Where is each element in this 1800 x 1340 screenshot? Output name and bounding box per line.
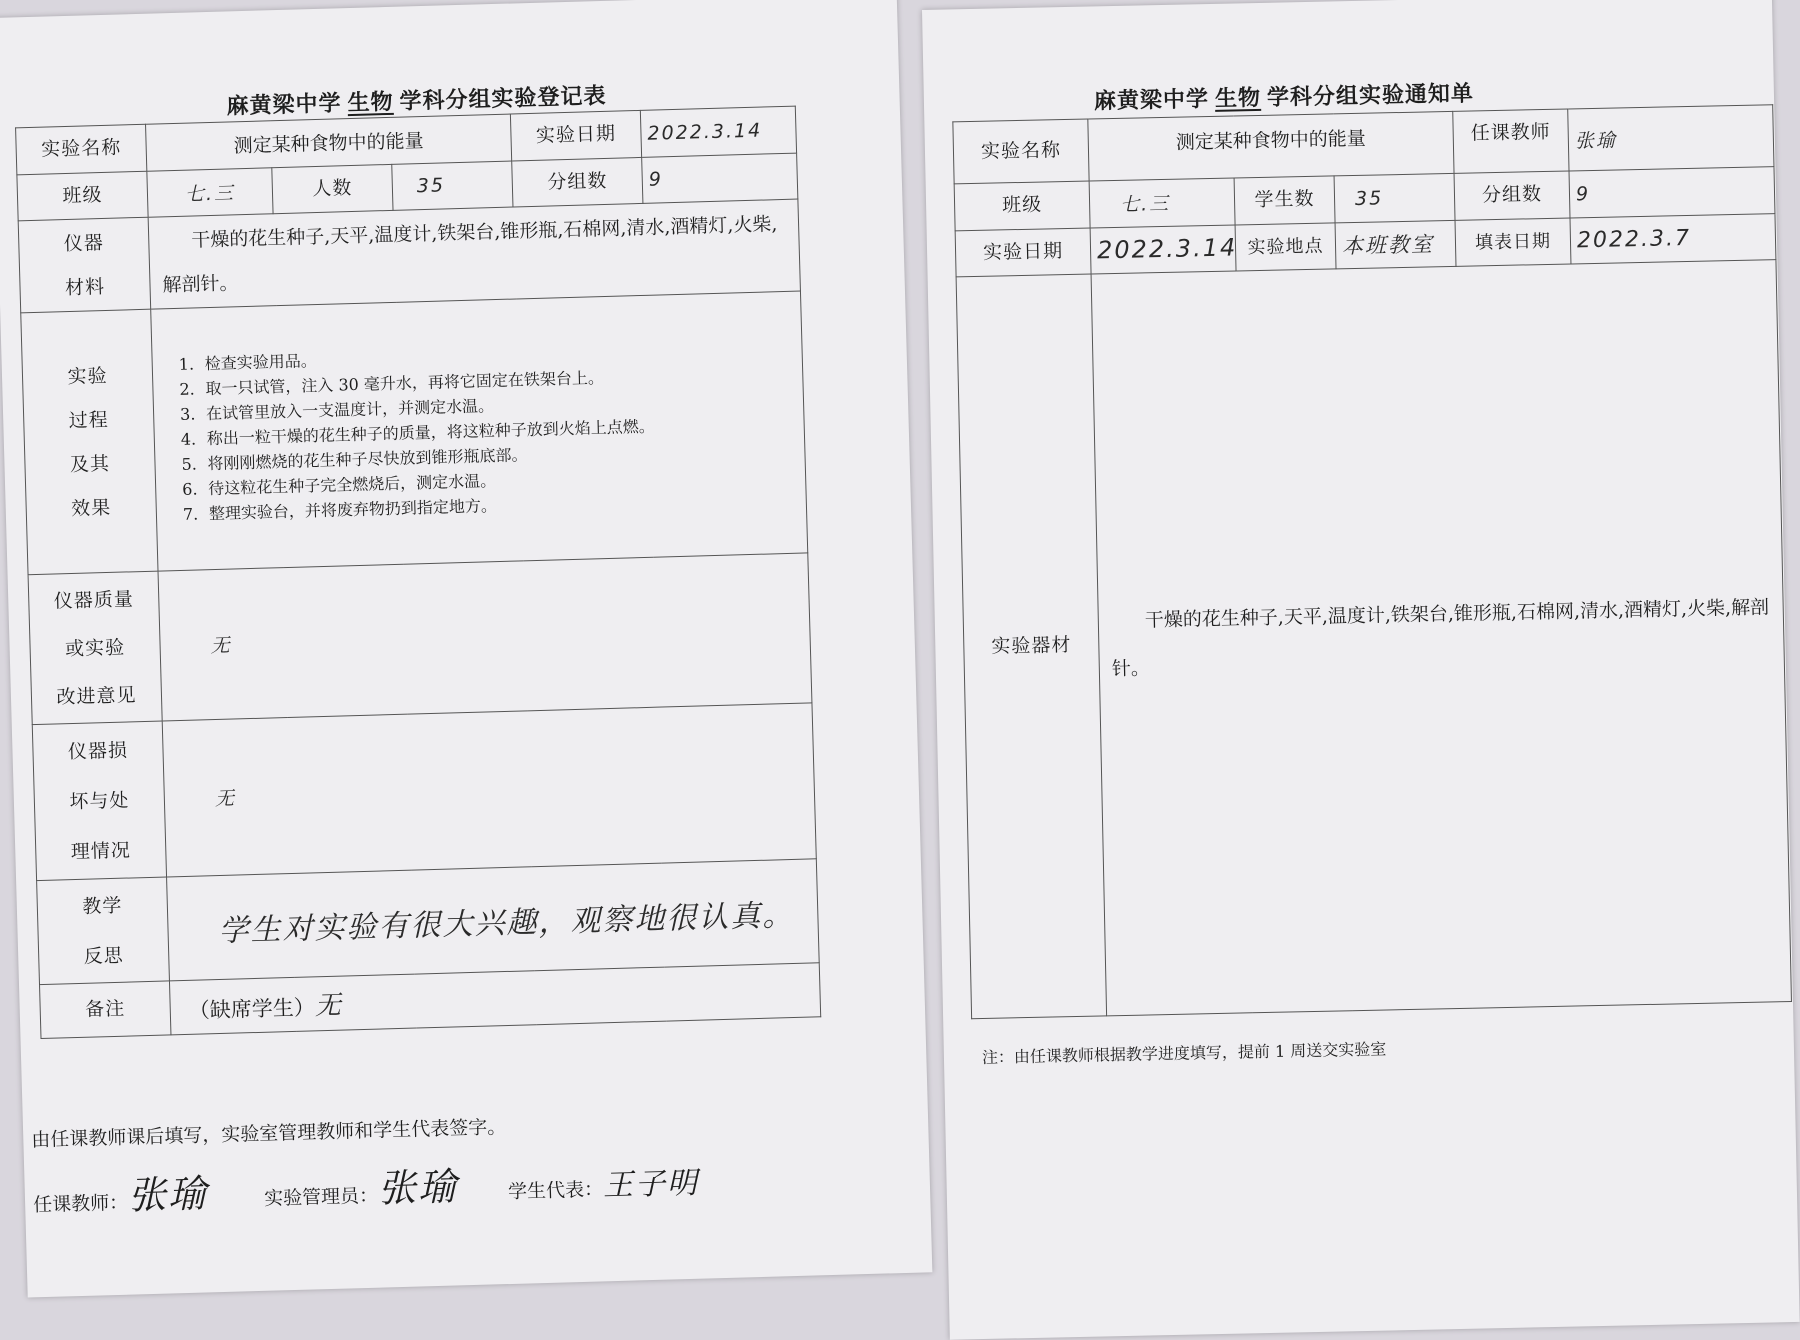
step-number: 5. (181, 454, 198, 475)
label-damage-3: 理情况 (70, 839, 132, 863)
value-place: 本班教室 (1335, 220, 1456, 269)
step-text: 称出一粒干燥的花生种子的质量，将这粒种子放到火焰上点燃。 (206, 416, 655, 449)
notice-sheet (922, 0, 1800, 1340)
label-date: 实验日期 (510, 110, 641, 160)
teacher-signature: 张瑜 (127, 1171, 209, 1218)
subject-name: 生物 (1214, 84, 1262, 112)
label-equipment (18, 217, 151, 313)
subject-name: 生物 (347, 88, 394, 117)
label-quality-3: 改进意见 (56, 683, 137, 709)
label-damage (32, 721, 166, 881)
admin-sign-label: 实验管理员： (263, 1184, 379, 1210)
label-quality-1: 仪器质量 (53, 587, 135, 613)
label-name: 实验名称 (953, 119, 1089, 184)
value-groups: 9 (642, 153, 798, 204)
label-date: 实验日期 (955, 228, 1091, 277)
label-remark: 备注 (40, 981, 171, 1039)
admin-signature: 张瑜 (377, 1164, 459, 1211)
value-name: 测定某种食物中的能量 (1088, 111, 1454, 181)
label-materials: 实验器材 (956, 274, 1107, 1019)
registration-table (15, 106, 821, 1040)
label-process (21, 309, 158, 575)
label-groups: 分组数 (512, 157, 643, 207)
label-place: 实验地点 (1235, 222, 1336, 271)
materials-text: 干燥的花生种子,天平,温度计,铁架台,锥形瓶,石棉网,清水,酒精灯,火柴,解剖针。 (1111, 596, 1770, 680)
step-number: 4. (180, 429, 197, 450)
process-steps (151, 291, 808, 571)
value-fill-date: 2022.3.7 (1570, 213, 1776, 264)
value-materials (148, 199, 800, 309)
value-teacher: 张瑜 (1568, 105, 1774, 171)
label-process-4: 效果 (70, 496, 112, 520)
notice-note: 注：由任课教师根据教学进度填写，提前 1 周送交实验室 (981, 1039, 1387, 1067)
registration-note: 由任课教师课后填写，实验室管理教师和学生代表签字。 (31, 1116, 507, 1152)
remark-value: 无 (314, 990, 344, 1022)
step-number: 3. (179, 404, 196, 425)
step-number: 6. (181, 479, 198, 500)
value-quality: 无 (158, 553, 812, 721)
remark-prefix: （缺席学生） (188, 995, 316, 1024)
step-text: 取一只试管，注入 30 毫升水，再将它固定在铁架台上。 (205, 368, 605, 399)
label-class: 班级 (17, 171, 148, 221)
label-process-3: 及其 (69, 452, 111, 476)
step-text: 待这粒花生种子完全燃烧后，测定水温。 (207, 471, 497, 499)
label-quality (28, 571, 162, 725)
value-materials (1091, 260, 1791, 1016)
label-reflection (37, 877, 170, 985)
steps-list (158, 335, 800, 528)
value-date: 2022.3.14 (1090, 225, 1236, 275)
label-reflection-2: 反思 (83, 944, 125, 968)
notice-title (1094, 76, 1475, 115)
label-damage-2: 坏与处 (69, 789, 130, 813)
signature-row (32, 1149, 699, 1223)
label-quality-2: 或实验 (64, 636, 126, 660)
school-name: 麻黄梁中学 (1093, 86, 1210, 115)
label-count: 人数 (272, 164, 393, 214)
label-damage-1: 仪器损 (67, 739, 129, 763)
label-students: 学生数 (1234, 176, 1335, 225)
materials-text: 干燥的花生种子,天平,温度计,铁架台,锥形瓶,石棉网,清水,酒精灯,火柴,解剖针。 (162, 212, 778, 297)
label-groups: 分组数 (1454, 171, 1570, 220)
step-number: 1. (178, 354, 195, 375)
label-class: 班级 (954, 181, 1090, 230)
label-name: 实验名称 (16, 124, 147, 174)
step-text: 在试管里放入一支温度计，并测定水温。 (205, 396, 495, 424)
step-text: 将刚刚燃烧的花生种子尽快放到锥形瓶底部。 (207, 445, 528, 474)
value-date: 2022.3.14 (640, 106, 796, 157)
step-number: 2. (179, 379, 195, 400)
form-name: 学科分组实验通知单 (1266, 80, 1475, 111)
step-text: 整理实验台，并将废弃物扔到指定地方。 (208, 496, 498, 524)
notice-table (952, 104, 1792, 1019)
step-text: 检查实验用品。 (204, 351, 317, 374)
label-fill-date: 填表日期 (1455, 218, 1571, 267)
value-name: 测定某种食物中的能量 (146, 114, 512, 171)
value-students: 35 (1334, 173, 1455, 222)
school-name: 麻黄梁中学 (226, 90, 342, 120)
teacher-sign-label: 任课教师： (32, 1191, 129, 1217)
label-process-1: 实验 (67, 364, 108, 388)
label-teacher: 任课教师 (1453, 109, 1569, 173)
label-process-2: 过程 (68, 408, 110, 432)
value-damage: 无 (162, 703, 816, 877)
step-number: 7. (182, 504, 199, 525)
value-count: 35 (392, 161, 513, 211)
value-groups: 9 (1569, 167, 1775, 218)
value-class: 七.三 (1089, 178, 1235, 228)
label-reflection-1: 教学 (82, 894, 123, 918)
student-sign-label: 学生代表： (507, 1178, 604, 1204)
value-class: 七.三 (147, 167, 273, 217)
form-name: 学科分组实验登记表 (399, 82, 607, 115)
label-equipment-1: 仪器 (63, 231, 105, 255)
value-reflection: 学生对实验有很大兴趣，观察地很认真。 (167, 859, 820, 981)
student-signature: 王子明 (602, 1165, 700, 1204)
label-equipment-2: 材料 (64, 275, 106, 299)
